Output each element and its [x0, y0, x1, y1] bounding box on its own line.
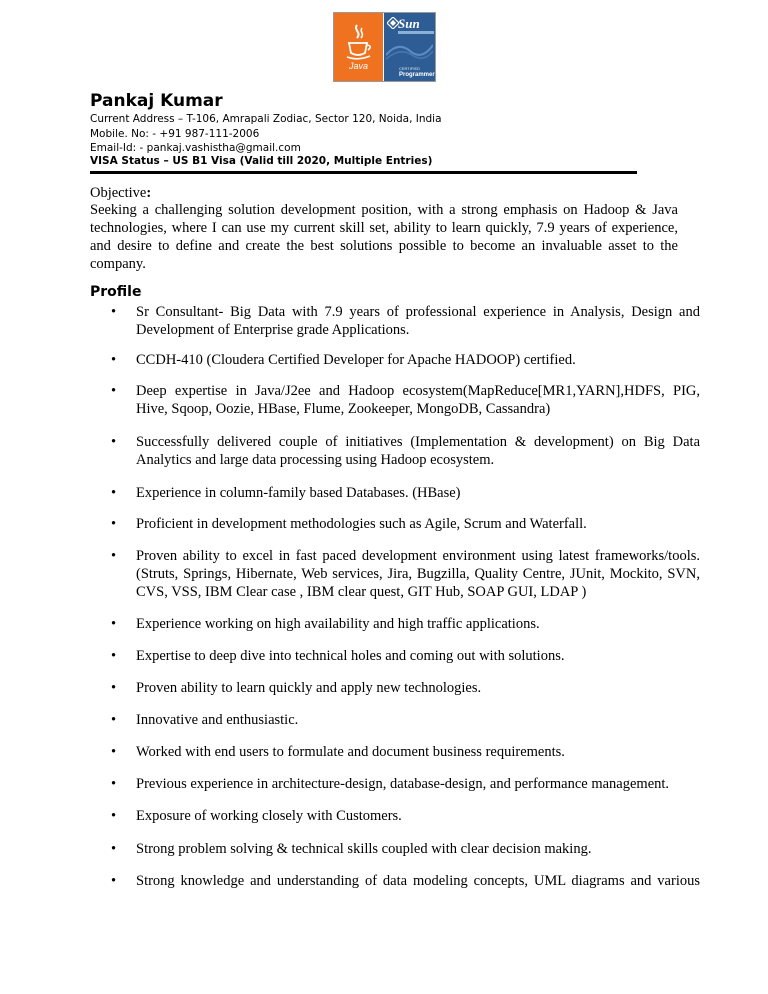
bullet-marker: •	[111, 516, 117, 532]
bullet-marker: •	[111, 616, 117, 632]
objective-heading-text: Objective	[90, 185, 147, 201]
profile-item-text: Successfully delivered couple of initiatives (Implementation & development) on Big Data Analytics and large data processing using Hadoop ecosystem.	[136, 434, 700, 468]
email-id: Email-Id: - pankaj.vashistha@gmail.com	[90, 142, 301, 154]
bullet-marker: •	[111, 776, 117, 792]
java-cup-icon	[343, 23, 375, 61]
profile-item-text: Sr Consultant- Big Data with 7.9 years of professional experience in Analysis, Design and Development of Enterprise grade Applications.	[136, 304, 700, 338]
java-certification-logo	[333, 12, 436, 82]
bullet-marker: •	[111, 712, 117, 728]
profile-item-text: Proven ability to learn quickly and apply new technologies.	[136, 680, 482, 696]
profile-item-text: Exposure of working closely with Customers.	[136, 808, 402, 824]
bullet-marker: •	[111, 434, 117, 450]
profile-item-text: Worked with end users to formulate and document business requirements.	[136, 744, 565, 760]
bullet-marker: •	[111, 548, 117, 564]
objective-text: Seeking a challenging solution development position, with a strong emphasis on Hadoop & Java technologies, where I can use my current skill set, ability to learn quickly, 7.9 years of experience, and desire to define and create the best solutions possible to become an invaluable asset to the company.	[90, 202, 678, 272]
sun-logo-panel	[384, 13, 435, 81]
profile-item-text: Previous experience in architecture-design, database-design, and performance management.	[136, 776, 670, 792]
profile-heading: Profile	[90, 284, 142, 300]
bullet-marker: •	[111, 383, 117, 399]
profile-item-text: Proficient in development methodologies such as Agile, Scrum and Waterfall.	[136, 516, 587, 532]
bullet-marker: •	[111, 744, 117, 760]
certified-label: CERTIFIED	[399, 66, 421, 71]
profile-item-text: Deep expertise in Java/J2ee and Hadoop ecosystem(MapReduce[MR1,YARN],HDFS, PIG, Hive, Sqoop, Oozie, HBase, Flume, Zookeeper, MongoDB, Cassandra)	[136, 383, 700, 417]
header-divider	[90, 171, 637, 174]
java-wordmark: Java	[348, 61, 368, 71]
profile-item-text: Strong problem solving & technical skills coupled with clear decision making.	[136, 841, 592, 857]
current-address: Current Address – T-106, Amrapali Zodiac, Sector 120, Noida, India	[90, 113, 442, 125]
sun-wordmark: Sun	[398, 16, 420, 31]
mobile-number: Mobile. No: - +91 987-111-2006	[90, 128, 260, 140]
profile-item-text: Experience working on high availability and high traffic applications.	[136, 616, 540, 632]
bullet-marker: •	[111, 304, 117, 320]
java-logo-panel	[334, 13, 383, 81]
bullet-marker: •	[111, 808, 117, 824]
bullet-marker: •	[111, 873, 117, 889]
candidate-name: Pankaj Kumar	[90, 91, 223, 111]
profile-item-text: Innovative and enthusiastic.	[136, 712, 299, 728]
objective-colon: :	[146, 185, 152, 201]
logo-wave-graphic	[386, 37, 433, 63]
objective-heading	[90, 184, 151, 202]
profile-item-text: Experience in column-family based Databases. (HBase)	[136, 485, 461, 501]
profile-item-text: Proven ability to excel in fast paced development environment using latest frameworks/tools. (Struts, Springs, Hibernate, Web services, Jira, Bugzilla, Quality Centre, JUnit, Mockito, SVN, CVS, VSS, IBM Clear case , IBM clear quest, GIT Hub, SOAP GUI, LDAP )	[136, 548, 700, 600]
visa-status: VISA Status – US B1 Visa (Valid till 2020, Multiple Entries)	[90, 155, 433, 167]
bullet-marker: •	[111, 485, 117, 501]
bullet-marker: •	[111, 648, 117, 664]
bullet-marker: •	[111, 352, 117, 368]
programmer-label: Programmer	[399, 72, 435, 78]
bullet-marker: •	[111, 680, 117, 696]
bullet-marker: •	[111, 841, 117, 857]
profile-item-text: Expertise to deep dive into technical holes and coming out with solutions.	[136, 648, 565, 664]
profile-item-text: CCDH-410 (Cloudera Certified Developer for Apache HADOOP) certified.	[136, 352, 576, 368]
logo-underline	[398, 31, 434, 34]
profile-item-text: Strong knowledge and understanding of data modeling concepts, UML diagrams and various	[136, 873, 700, 889]
